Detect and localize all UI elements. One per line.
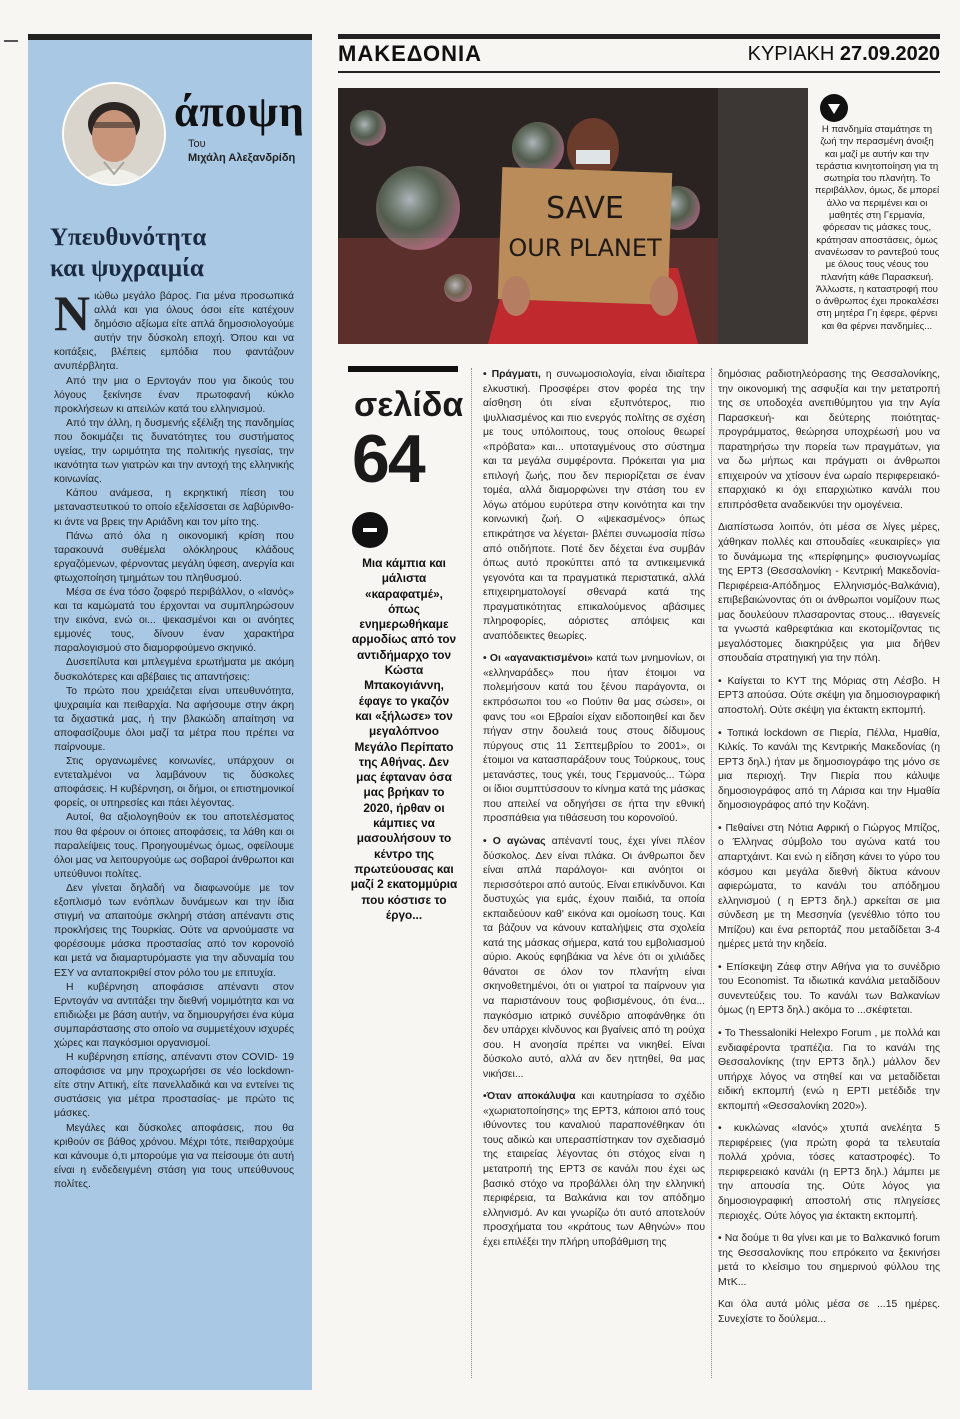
opinion-headline bbox=[50, 222, 300, 284]
opinion-paragraph: Πάνω από όλα η οικονομική κρίση που ταρακουνά συθέμελα ολόκληρους κλάδους εργαζόμενων, φέρνοντας μεγάλη ύφεση, ανεργία και φτωχοποίηση τμημάτων του πληθυσμού. bbox=[54, 530, 294, 584]
paragraph-text: κατά των μνημονίων, οι «ελληναράδες» που ήταν έτοιμοι να πολεμήσουν κατά του ξένου παράγοντα, οι εκπρόσωποι του «ο Πούτιν θα μας σώσει», οι φανς του «οι Εβραίοι είχαν ειδοποιηθεί και δεν πήγαν στην δουλειά τους στους δίδυμους πύργους στις 11 Σεπτεμβρίου το 2001», οι έτοιμοι να κατασπαράξουν τους Τούρκους, τους μετανάστες, τους γκέι, τους Γερμανούς... Τώρα οι ίδιοι συμπτύσσουν το κίνημα κατά της μάσκας που απειλεί να οδηγήσει σε ήττα την εθνική προσπάθεια για τιθάσευση του κορονοϊού. bbox=[483, 653, 705, 825]
headline-line-1: Υπευθυνότητα bbox=[50, 224, 207, 251]
column-paragraph bbox=[483, 368, 705, 644]
protest-photo bbox=[338, 88, 808, 344]
minus-icon bbox=[352, 512, 388, 548]
sign-line-2: OUR PLANET bbox=[508, 234, 662, 262]
drop-cap: Ν bbox=[54, 285, 91, 341]
author-prefix: Του bbox=[188, 138, 206, 150]
photo-caption: Η πανδημία σταμάτησε τη ζωή την περασμένη άνοιξη και μαζί με αυτήν και την τεράστια κινητοποίηση για τη σωτηρία του πλανήτη. Το περιβάλλον, όμως, δε μπορεί άλλο να περιμένει και οι μαθητές στη Γερμανία, φόρεσαν τις μάσκες τους, κράτησαν αποστάσεις, όμως ανανέωσαν το ραντεβού τους με όλους τους νέους του πλανήτη κάθε Παρασκευή. Άλλωστε, η καταστροφή που ο άνθρωπος έχει προκαλέσει στη μητέρα Γη έφερε, φέρνει και θα φέρνει πανδημίες... bbox=[814, 124, 940, 332]
opinion-paragraph: Από την μια ο Ερντογάν που για δικούς του λόγους ξεκίνησε έναν πρωτοφανή κύκλο προκλήσεων κι απειλών κατά του ελληνισμού. bbox=[54, 375, 294, 415]
opinion-paragraph: Η κυβέρνηση επίσης, απέναντι στον COVID- 19 αποφάσισε να μην προχωρήσει σε νέο lockdown- είτε στην Αττική, είτε πανελλαδικά και να εντείνει τις συστάσεις για μέτρα προστασίας- με πρώτο τις μάσκες. bbox=[54, 1052, 294, 1120]
opinion-label: άποψη bbox=[174, 87, 305, 136]
column-middle bbox=[483, 368, 705, 1258]
paragraph-text: απέναντί τους, έχει γίνει πλέον δύσκολος. Δεν είναι πλάκα. Οι άνθρωποι δεν είναι απλά παράλογοι- και ανόητοι οι περισσότεροι από αυτούς. Είναι επικίνδυνοι. Και δυστυχώς για εμάς, έχουν παιδιά, τα οποία εκπαιδεύουν καθ' εικόνα και ομοίωση τους. Και τα βάζουν να κάνουν καταλήψεις στα σχολεία κατά της μάσκας σήμερα, κατά του εμβολιασμού αύριο. Ακούς εφηβάκια να λένε ότι οι χιλιάδες θάνατοι σε όλον τον πλανήτη είναι σκηνοθετημένοι, ότι οι γιατροί τα παίρνουν για να παριστάνουν τους φοβισμένους, ότι ένα... παγκόσμιο ιατρικό συνέδριο αποφάνθηκε ότι δεν υπάρχει κίνδυνος και βγαίνεις από τη ρούχα σου. Η ανοησία πρέπει να νικηθεί. Είναι δύσκολο αυτό, αλλά αν δεν ηττηθεί, θα μας νικήσει... bbox=[483, 835, 705, 1080]
column-paragraph: • Να δούμε τι θα γίνει και με το Βαλκανικό forum της Θεσσαλονίκης που επρόκειτο να ξεκινήσει μετά το κλείσιμο του σημερινού φύλλου της ΜτΚ... bbox=[718, 1233, 940, 1288]
opinion-paragraph: Το πρώτο που χρειάζεται είναι υπευθυνότητα, ψυχραιμία και πειθαρχία. Να αφήσουμε στην άκρη τα διχαστικά μας, ή την βλακώδη απαίτηση να αποφασίζουμε όλοι μαζί τα μέτρα που πρέπει να παίρνουμε. bbox=[54, 685, 294, 753]
opinion-paragraph: Αυτοί, θα αξιολογηθούν εκ του αποτελέσματος που θα φέρουν οι όποιες αποφάσεις, τα λάθη και οι παραλείψεις τους. Προηγουμένως όμως, οφείλουμε όλοι μας να λειτουργούμε ως σοβαροί άνθρωποι και υπεύθυνοι πολίτες. bbox=[54, 812, 294, 880]
sign-line-1: SAVE bbox=[546, 191, 624, 226]
page64-word: σελίδα bbox=[354, 386, 464, 424]
opinion-paragraph: Η κυβέρνηση αποφάσισε απέναντι στον Ερντογάν να αντιτάξει την διεθνή νομιμότητα και να επιδιώξει με βάση αυτήν, να δημιουργήσει ένα κύμα συμπαράστασης στο οποίο να συμμετέχουν ισχυρές χώρες και παγκόσμιοι οργανισμοί. bbox=[54, 981, 294, 1049]
column-paragraph bbox=[483, 652, 705, 827]
paragraph-lead: •Όταν αποκάλυψα bbox=[483, 1091, 576, 1103]
opinion-paragraph: Μέσα σε ένα τόσο ζοφερό περιβάλλον, ο «Ιανός» και τα καμώματά του έρχονται να συμπληρώσουν την εικόνα, ενώ οι... ψεκασμένοι και οι ανόητες εμμονές τους, δίνουν έναν χαρακτήρα παραλογισμού στο διαμορφούμενο σκηνικό. bbox=[54, 586, 294, 655]
opinion-paragraph: Μεγάλες και δύσκολες αποφάσεις, που θα κριθούν σε βάθος χρόνου. Μέχρι τότε, πειθαρχούμε και κάνουμε ό,τι μπορούμε για να πείσουμε ότι αυτή είναι η ενδεδειγμένη στάση για τους υπεύθυνους πολίτες. bbox=[54, 1122, 294, 1190]
column-paragraph: • Καίγεται το ΚΥΤ της Μόριας στη Λέσβο. Η ΕΡΤ3 απούσα. Ούτε σκέψη για δημοσιογραφική αποστολή. Ούτε σκέψη για έκτακτη εκπομπή. bbox=[718, 675, 940, 717]
column-right bbox=[718, 368, 940, 1335]
column-paragraph: • Το Thessaloniki Helexpo Forum , με πολλά και ενδιαφέροντα τραπέζια. Για το κανάλι της Θεσσαλονίκης (την ΕΡΤ3 δηλ.) μάλλον δεν υπήρχε λόγος να στηθεί και να μεταδίδεται ειδική εκπομπή (ενώ η ΕΡΤΙ μετέδιδε την εκπομπή «Θεσσαλονίκη 2020»). bbox=[718, 1027, 940, 1112]
column-paragraph bbox=[483, 835, 705, 1082]
section-name: ΜΑΚΕΔΟΝΙΑ bbox=[338, 41, 482, 66]
column-paragraph: • Τοπικά lockdown σε Πιερία, Πέλλα, Ημαθία, Κιλκίς. Το κανάλι της Κεντρικής Μακεδονίας (η ΕΡΤ3 δηλ.) ήταν με δημοσιογράφο της μόνο σε μια περιοχή. Την Πιερία που κάλυψε δημοσιογράφος από τη Λάρισα και την Ημαθία δημοσιογράφος από την Κοζάνη. bbox=[718, 727, 940, 812]
headline-line-2: και ψυχραιμία bbox=[50, 255, 204, 282]
page64-header bbox=[348, 366, 464, 497]
column-paragraph bbox=[483, 1090, 705, 1250]
opinion-header bbox=[46, 76, 306, 196]
issue-day: ΚΥΡΙΑΚΗ bbox=[747, 43, 835, 65]
paragraph-text: και καυτηρίασα το σχέδιο «χωριατοποίησης» της ΕΡΤ3, κάποιοι από τους ιθύνοντες του καναλιού παραπονέθηκαν ότι τους αδικώ και υπερασπίστηκαν τον σχεδιασμό της εταιρείας λέγοντας ότι στόχος είναι η μετατροπή της ΕΡΤ3 σε κανάλι που έχει ως βασικό στόχο να προβάλλει όλη την ελληνική περιφέρεια, τα Βαλκάνια και τον απόδημο ελληνισμό. Αν και γνωρίζω ότι αυτό αποτελούν προσχήματα του «κράτους των Αθηνών» που έχει επιλέξει την πλήρη υποβάθμιση της bbox=[483, 1091, 706, 1248]
opinion-paragraph: Από την άλλη, η δυσμενής εξέλιξη της πανδημίας που δοκιμάζει τις δυνατότητες του συστήματος υγείας, την ωριμότητα της πολιτικής ηγεσίας, την ικανότητα των γιατρών και την αντοχή της ελληνικής κοινωνίας. bbox=[54, 417, 294, 486]
paragraph-lead: • Ο αγώνας bbox=[483, 835, 546, 847]
paragraph-lead: • Πράγματι, bbox=[483, 369, 541, 380]
paragraph-text: ιώθω μεγάλο βάρος. Για μένα προσωπικά αλλά και για όλους όσοι είτε κατέχουν δημόσιο αξίωμα είτε απλά δημοσιολογούμε αυτήν την δύσκολη εποχή. Όπου και να κοιτάξεις, βλέπεις εμπόδια που φαντάζουν ανυπέρβλητα. bbox=[54, 291, 294, 373]
margin-mark bbox=[4, 40, 18, 42]
column-paragraph: δημόσιας ραδιοτηλεόρασης της Θεσσαλονίκης, την οικονομική της ασφυξία και την μετατροπή της σε υποδοχέα ανεπιθύμητου για την Αγία Παρασκευή- και δεύτερης ποιότητας- προγράμματος, θεώρησα υποχρέωσή μου να παρατηρήσω την πορεία των πραγμάτων, για να δω μήπως και πράγματι οι άνθρωποι επιχειρούν να χτίσουν ένα ωραίο περιφερειακό- επαρχιακό κι όχι επαρχιώτικο κανάλι που επιπρόσθετα αναδεικνύει την ομογένεια. bbox=[718, 369, 940, 511]
column-paragraph: • Επίσκεψη Ζάεφ στην Αθήνα για το συνέδριο του Economist. Τα ιδιωτικά κανάλια μεταδίδουν συνεντεύξεις του. Το κανάλι των Βαλκανίων όμως (η ΕΡΤ3 δηλ.) ακόμα το ...σκέφτεται. bbox=[718, 961, 940, 1017]
column-paragraph: Διαπίστωσα λοιπόν, ότι μέσα σε λίγες μέρες, χάθηκαν πολλές και σπουδαίες «ευκαιρίες» για το δυνάμωμα της «περίφημης» φυσιογνωμίας της ΕΡΤ3 (Θεσσαλονίκη - Κεντρική Μακεδονία- Περιφέρεια-Απόδημος Ελληνισμός-Βαλκάνια), επιβεβαιώνοντας ότι οι άνθρωποι νομίζουν πως μας δουλεύουν πλασαροντας στους... ιθαγενείς τα γνωστά καθρεφτάκια και εκοτομίζοντας τις μεγαλόστομες διακηρύξεις για μια δήθεν σπουδαία στρατηγική για την πόλη. bbox=[718, 522, 940, 665]
paragraph-lead: • Οι «αγανακτισμένοι» bbox=[483, 653, 593, 665]
opinion-paragraph: Δυσεπίλυτα και μπλεγμένα ερωτήματα με ακόμη δυσκολότερες και αβέβαιες τις απαντήσεις: bbox=[54, 657, 294, 683]
opinion-paragraph: Στις οργανωμένες κοινωνίες, υπάρχουν οι εντεταλμένοι να λαμβάνουν τις δύσκολες αποφάσεις. Η κυβέρνηση, οι δήμοι, οι επιστημονικοί φορείς, οι υπηρεσίες και πάει λέγοντας. bbox=[54, 756, 294, 810]
opinion-column bbox=[28, 34, 312, 1390]
column-paragraph: Και όλα αυτά μόλις μέσα σε ...15 ημέρες. Συνεχίστε το δούλεμα... bbox=[718, 1299, 940, 1325]
author-name: Μιχάλη Αλεξανδρίδη bbox=[188, 152, 296, 164]
opinion-body bbox=[54, 285, 294, 1192]
page64-text: Μια κάμπια και μάλιστα «καραφατμέ», όπως ενημερωθήκαμε αρμοδίως από τον αντιδήμαρχο τον Κώστα Μπακογιάννη, έφαγε το γκαζόν και «ξήλωσε» τον μεγαλόπνοο Μεγάλο Περίπατο της Αθήνας. Δεν μας έφταναν όσα μας βρήκαν το 2020, ήρθαν οι κάμπιες να μασουλήσουν το κέντρο της πρωτεύουσας και μαζί 2 εκατομμύρια που κόστισε το έργο... bbox=[350, 556, 458, 922]
opinion-paragraph: Κάπου ανάμεσα, η εκρηκτική πίεση του μεταναστευτικού το οποίο εξελίσσεται σε λαβύρινθο- κι άντε να βρεις την Αριάδνη και τον μίτο της. bbox=[54, 488, 294, 528]
column-paragraph: • κυκλώνας «Ιανός» χτυπά ανελέητα 5 περιφέρειες (για πρώτη φορά τα τελευταία πολλά χρόνια, τόσες καταστροφές). Το περιφερειακό κανάλι (η ΕΡΤ3 δηλ.) λάμπει με την απουσία της. Ούτε λόγος για δημοσιογραφική αποστολή στις πληγείσες περιοχές. Ούτε λόγος για έκτακτη εκπομπή. bbox=[718, 1123, 940, 1222]
page64-number: 64 bbox=[352, 421, 424, 497]
author-avatar bbox=[62, 82, 166, 186]
column-paragraph: • Πεθαίνει στη Νότια Αφρική ο Γιώργος Μπίζος, ο Έλληνας σύμβολο του αγώνα κατά του απαρτχάιντ. Και ενώ η είδηση κάνει το γύρο του κόσμου και μεγάλα διεθνή δίκτυα κάνουν αφιερώματα, το κανάλι του απόδημου ελληνισμού ( η ΕΡΤ3 δηλ.) αρκείται σε μια σύνδεση με τη Μεσσηνία (γενέθλιο τόπο του Μπίζου) και ένα ρεπορτάζ που μεταδίδεται 3-4 ημέρες μετά την κηδεία. bbox=[718, 822, 940, 951]
opinion-paragraph: Δεν γίνεται δηλαδή να διαφωνούμε με τον εξοπλισμό των ενόπλων δυνάμεων και την ίδια στιγμή να απαιτούμε σκληρή στάση απέναντι στις προκλήσεις της Τουρκίας. Ούτε να αρνούμαστε να φορέσουμε μάσκα προστασίας από τον κορονοϊό και μετά να διαμαρτυρόμαστε για την αδυναμία του ΕΣΥ να ανταποκριθεί στον ρόλο του με επιτυχία. bbox=[54, 882, 294, 979]
caption-triangle-icon bbox=[820, 94, 848, 122]
page-masthead bbox=[338, 34, 940, 73]
issue-date-value: 27.09.2020 bbox=[839, 43, 940, 65]
opinion-paragraph bbox=[54, 285, 294, 375]
paragraph-text: η συνωμοσιολογία, είναι ιδιαίτερα ελκυστική. Προσφέρει στον φορέα της την αίσθηση ότι είναι εξυπνότερος, πιο ψυλλιασμένος και πιο ενεργός πολίτης σε σχέση με τους υπόλοιπους, τους οποίους θεωρεί «πρόβατα» και... υποταγμένους στο σύστημα και τα μεγάλα συμφέροντα. Πρόκειται για μια επιλογή ζωής, που δεν περιορίζεται σε έναν τομέα, αλλά διαμορφώνει την στάση του εν λόγω ατόμου ευρύτερα στην κοινότητα και την κοινωνική ζωή. Ο «ψεκασμένος» όπως επικράτησε να λέγεται- βλέπει συνωμοσία πίσω από οτιδήποτε. Ποτέ δεν δέχεται ένα συμβάν όπως αυτό προκύπτει από τα αντικειμενικά γεγονότα και τα πραγματικά περιστατικά, αλλά επιχειρηματολογεί σθεναρά κατά της πραγματικότητας επικαλούμενος αβάσιμες πληροφορίες, αόριστες απόψεις και αναπόδεικτες θεωρίες. bbox=[483, 369, 705, 642]
issue-date bbox=[748, 43, 940, 66]
